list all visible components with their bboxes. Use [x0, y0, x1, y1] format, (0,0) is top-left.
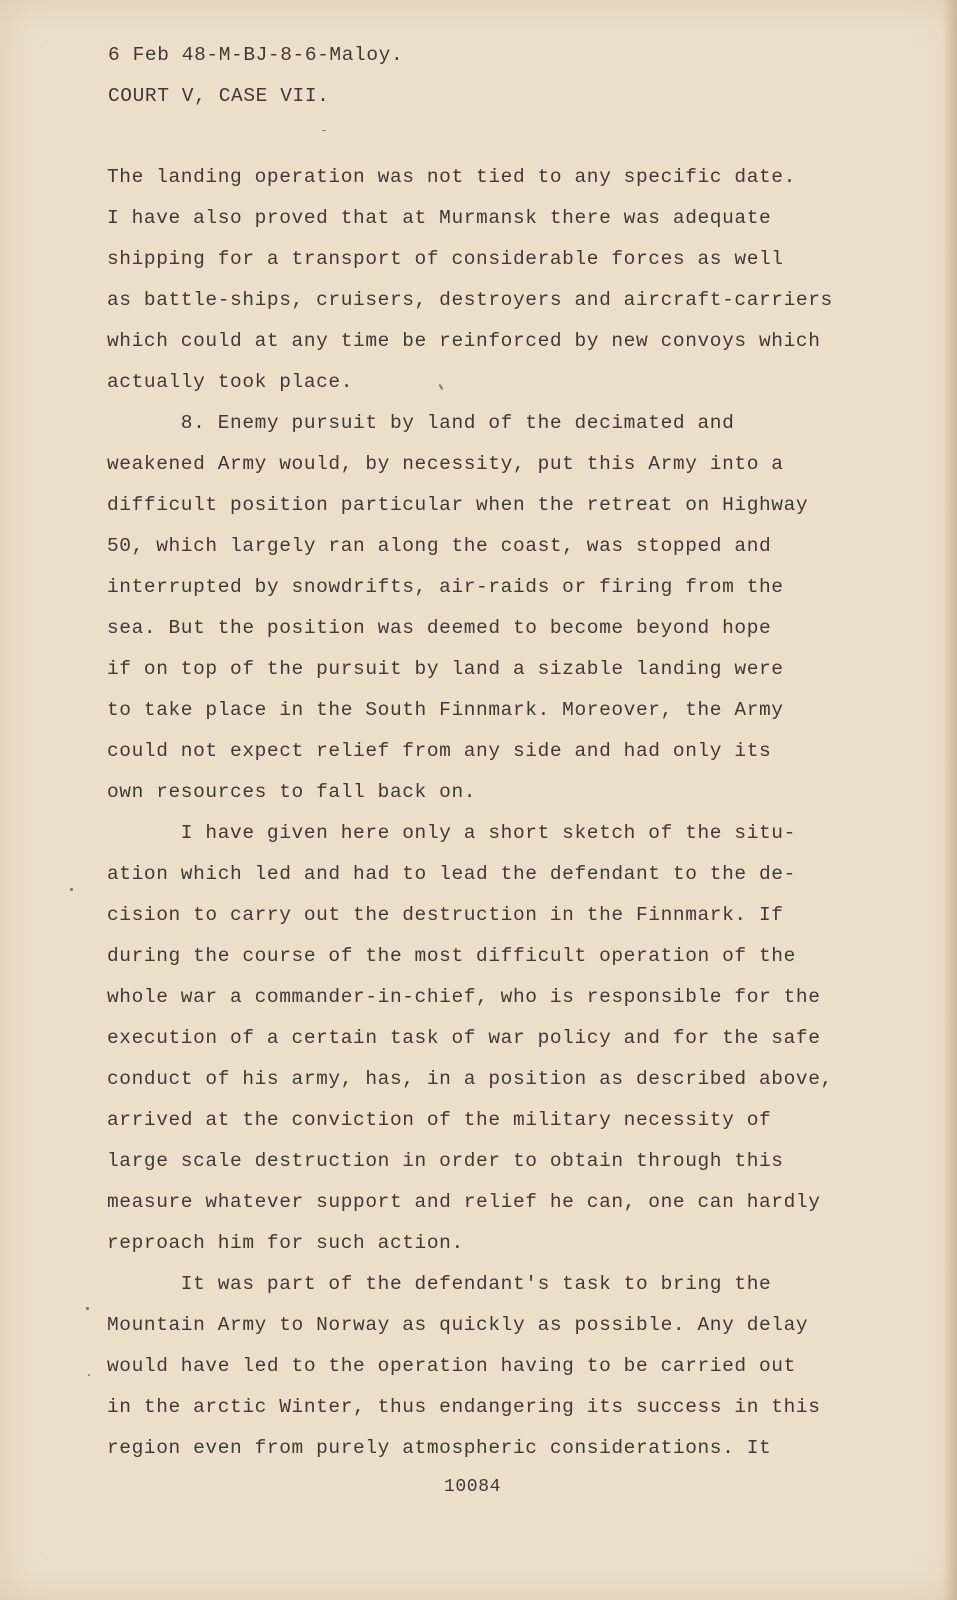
body-line: shipping for a transport of considerable forces as well [107, 248, 784, 270]
body-line: I have given here only a short sketch of the situ- [107, 822, 796, 844]
body-line: arrived at the conviction of the military necessity of [107, 1109, 772, 1131]
body-line: conduct of his army, has, in a position as described above, [107, 1068, 833, 1090]
body-line: weakened Army would, by necessity, put this Army into a [107, 453, 784, 475]
body-line: ation which led and had to lead the defendant to the de- [107, 863, 796, 885]
paper-speck [86, 1307, 89, 1310]
page-edge-shadow [943, 0, 957, 1600]
body-line: would have led to the operation having to be carried out [107, 1355, 796, 1377]
paper-speck [70, 888, 73, 891]
body-line: large scale destruction in order to obtain through this [107, 1150, 784, 1172]
body-line: difficult position particular when the retreat on Highway [107, 494, 809, 516]
paper-speck [322, 130, 326, 131]
paper-speck [88, 1374, 90, 1376]
body-line: It was part of the defendant's task to bring the [107, 1273, 772, 1295]
body-line: The landing operation was not tied to any specific date. [107, 166, 796, 188]
body-line: own resources to fall back on. [107, 781, 477, 803]
body-line: could not expect relief from any side and had only its [107, 740, 772, 762]
body-line: whole war a commander-in-chief, who is responsible for the [107, 986, 821, 1008]
paper-speck [438, 384, 443, 390]
page-number: 10084 [444, 1477, 502, 1497]
body-line: Mountain Army to Norway as quickly as possible. Any delay [107, 1314, 809, 1336]
body-line: reproach him for such action. [107, 1232, 464, 1254]
body-line: execution of a certain task of war policy and for the safe [107, 1027, 821, 1049]
body-line: to take place in the South Finnmark. Moreover, the Army [107, 699, 784, 721]
body-line: which could at any time be reinforced by new convoys which [107, 330, 821, 352]
body-line: I have also proved that at Murmansk there was adequate [107, 207, 772, 229]
body-line: if on top of the pursuit by land a sizable landing were [107, 658, 784, 680]
body-line: region even from purely atmospheric considerations. It [107, 1437, 772, 1459]
body-line: actually took place. [107, 371, 354, 393]
body-line: during the course of the most difficult operation of the [107, 945, 796, 967]
court-case-heading: COURT V, CASE VII. [108, 85, 330, 107]
body-line: sea. But the position was deemed to become beyond hope [107, 617, 772, 639]
body-line: interrupted by snowdrifts, air-raids or firing from the [107, 576, 784, 598]
body-line: as battle-ships, cruisers, destroyers and aircraft-carriers [107, 289, 833, 311]
document-reference: 6 Feb 48-M-BJ-8-6-Maloy. [108, 44, 404, 66]
body-line: in the arctic Winter, thus endangering its success in this [107, 1396, 821, 1418]
body-line: cision to carry out the destruction in the Finnmark. If [107, 904, 784, 926]
body-line: 50, which largely ran along the coast, was stopped and [107, 535, 772, 557]
body-line: 8. Enemy pursuit by land of the decimated and [107, 412, 735, 434]
body-line: measure whatever support and relief he can, one can hardly [107, 1191, 821, 1213]
